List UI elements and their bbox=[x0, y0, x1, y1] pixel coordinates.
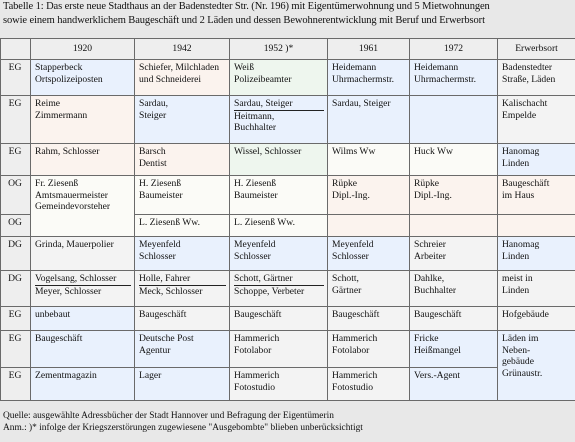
cell-line: Schlosser bbox=[234, 250, 271, 262]
cell-line: Schott, bbox=[332, 273, 359, 284]
cell-line: Dipl.-Ing. bbox=[414, 189, 452, 201]
cell-line: Schiefer, Milchladen bbox=[139, 62, 220, 73]
cell-line: Zimmermann bbox=[35, 109, 88, 121]
cell-line: L. Ziesenß Ww. bbox=[234, 217, 296, 228]
cell-line: Hanomag bbox=[502, 239, 540, 250]
row-level: OG bbox=[1, 176, 31, 215]
row-level: OG bbox=[1, 215, 31, 237]
cell-line: L. Ziesenß Ww. bbox=[139, 217, 201, 228]
cell-line-underlined: Schott, Gärtner bbox=[234, 273, 324, 286]
table-row bbox=[1, 368, 575, 401]
cell-line: Fotostudio bbox=[332, 381, 374, 393]
cell-line: Vers.-Agent bbox=[414, 370, 461, 381]
cell-line: Grinda, Mauerpolier bbox=[35, 239, 114, 250]
cell-1942 bbox=[135, 215, 230, 237]
cell-1972 bbox=[410, 307, 498, 331]
cell-line: unbebaut bbox=[35, 309, 71, 320]
header-1952: 1952 )* bbox=[230, 39, 328, 60]
cell-line: Meyenfeld bbox=[139, 239, 181, 250]
cell-line: Fr. Ziesenß bbox=[35, 178, 79, 189]
cell-line-underlined: Vogelsang, Schlosser bbox=[35, 273, 131, 286]
cell-line: Baumeister bbox=[139, 189, 183, 201]
cell-line: und Schneiderei bbox=[139, 73, 202, 85]
cell-line: H. Ziesenß bbox=[234, 178, 277, 189]
row-level: EG bbox=[1, 96, 31, 144]
cell-line: Stapperbeck bbox=[35, 62, 83, 73]
header-1920: 1920 bbox=[31, 39, 135, 60]
cell-1972 bbox=[410, 237, 498, 271]
cell-line: Hammerich bbox=[332, 370, 378, 381]
cell-1961 bbox=[328, 307, 410, 331]
cell-line: Amtsmauermeister bbox=[35, 189, 108, 201]
cell-1952 bbox=[230, 96, 328, 144]
cell-line: Hammerich bbox=[234, 333, 280, 344]
cell-line: Huck Ww bbox=[414, 146, 453, 157]
cell-line: Linden bbox=[502, 250, 530, 262]
cell-line: Schlosser bbox=[332, 250, 369, 262]
cell-line: Polizeibeamter bbox=[234, 73, 292, 85]
cell-1972 bbox=[410, 96, 498, 144]
cell-1942 bbox=[135, 368, 230, 401]
cell-line: Reime bbox=[35, 98, 61, 109]
cell-line-underlined: Holle, Fahrer bbox=[139, 273, 226, 286]
cell-erwerbsort bbox=[498, 176, 575, 215]
cell-line: Buchhalter bbox=[414, 284, 457, 296]
table-row bbox=[1, 176, 575, 215]
cell-1942 bbox=[135, 237, 230, 271]
cell-line: Dentist bbox=[139, 157, 167, 169]
cell-line: Fotolabor bbox=[332, 344, 370, 356]
cell-line: Schoppe, Verbeter bbox=[234, 285, 305, 297]
cell-1942 bbox=[135, 307, 230, 331]
cell-1961 bbox=[328, 96, 410, 144]
cell-line: Badenstedter bbox=[502, 62, 553, 73]
table-row bbox=[1, 60, 575, 96]
cell-line: Wissel, Schlosser bbox=[234, 146, 302, 157]
cell-1972 bbox=[410, 176, 498, 215]
cell-1952 bbox=[230, 237, 328, 271]
cell-1920 bbox=[31, 237, 135, 271]
cell-line: Zementmagazin bbox=[35, 370, 97, 381]
header-1961: 1961 bbox=[328, 39, 410, 60]
cell-erwerbsort bbox=[498, 144, 575, 176]
header-1942: 1942 bbox=[135, 39, 230, 60]
header-erwerbsort: Erwerbsort bbox=[498, 39, 575, 60]
cell-1942 bbox=[135, 96, 230, 144]
row-level: EG bbox=[1, 307, 31, 331]
cell-1972 bbox=[410, 215, 498, 237]
cell-line: Baugeschäft bbox=[35, 333, 83, 344]
cell-line: Rüpke bbox=[332, 178, 358, 189]
table-caption bbox=[3, 0, 573, 28]
cell-1942 bbox=[135, 60, 230, 96]
cell-1952 bbox=[230, 331, 328, 368]
cell-erwerbsort bbox=[498, 237, 575, 271]
source-note: Quelle: ausgewählte Adressbücher der Stadt Hannover und Befragung der Eigentümerin bbox=[3, 411, 334, 421]
cell-1920 bbox=[31, 60, 135, 96]
cell-1942 bbox=[135, 271, 230, 307]
cell-line: Meck, Schlosser bbox=[139, 285, 203, 297]
cell-line: Deutsche Post bbox=[139, 333, 194, 344]
row-level: EG bbox=[1, 368, 31, 401]
cell-line: Sardau, bbox=[139, 98, 169, 109]
header-level bbox=[1, 39, 31, 60]
cell-line: Linden bbox=[502, 284, 530, 296]
table-row bbox=[1, 331, 575, 368]
cell-1920 bbox=[31, 144, 135, 176]
cell-line: Hofgebäude bbox=[502, 309, 549, 320]
cell-line: Schreier bbox=[414, 239, 446, 250]
cell-1952 bbox=[230, 176, 328, 215]
cell-line: Dahlke, bbox=[414, 273, 445, 284]
cell-1952 bbox=[230, 60, 328, 96]
cell-line: Baugeschäft bbox=[139, 309, 187, 320]
table-row bbox=[1, 237, 575, 271]
cell-1961 bbox=[328, 368, 410, 401]
cell-erwerbsort bbox=[498, 60, 575, 96]
cell-line: meist in bbox=[502, 273, 533, 284]
cell-1972 bbox=[410, 60, 498, 96]
cell-line: H. Ziesenß bbox=[139, 178, 182, 189]
cell-line-underlined: Sardau, Steiger bbox=[234, 98, 324, 111]
cell-1952 bbox=[230, 368, 328, 401]
cell-line: Ortspolizeiposten bbox=[35, 73, 103, 85]
cell-1942 bbox=[135, 144, 230, 176]
table-footnotes bbox=[3, 410, 573, 434]
cell-1920 bbox=[31, 96, 135, 144]
cell-line: Heidemann bbox=[414, 62, 459, 73]
cell-line: Hanomag bbox=[502, 146, 540, 157]
cell-line: Linden bbox=[502, 157, 530, 169]
cell-line: gebäude bbox=[502, 356, 534, 367]
cell-line: Baugeschäft bbox=[414, 309, 462, 320]
cell-line: Gemeindevorsteher bbox=[35, 201, 111, 212]
cell-line: Buchhalter bbox=[234, 122, 277, 133]
cell-1952 bbox=[230, 307, 328, 331]
cell-1972 bbox=[410, 331, 498, 368]
cell-line: Heißmangel bbox=[414, 344, 461, 356]
cell-line: Baugeschäft bbox=[502, 178, 550, 189]
cell-1961 bbox=[328, 60, 410, 96]
row-level: EG bbox=[1, 60, 31, 96]
cell-1961 bbox=[328, 271, 410, 307]
cell-line: Hammerich bbox=[234, 370, 280, 381]
cell-line: Empelde bbox=[502, 109, 537, 121]
cell-1961 bbox=[328, 331, 410, 368]
table-row bbox=[1, 271, 575, 307]
cell-line: Sardau, Steiger bbox=[332, 98, 391, 109]
cell-line: Fotostudio bbox=[234, 381, 276, 393]
table-row bbox=[1, 144, 575, 176]
table-header-row bbox=[1, 39, 575, 60]
cell-line: Lager bbox=[139, 370, 162, 381]
cell-1920 bbox=[31, 307, 135, 331]
cell-line: Baumeister bbox=[234, 189, 278, 201]
cell-line: Meyenfeld bbox=[332, 239, 374, 250]
cell-1952 bbox=[230, 215, 328, 237]
cell-1961 bbox=[328, 215, 410, 237]
cell-line: Neben- bbox=[502, 344, 531, 356]
cell-1920 bbox=[31, 176, 135, 237]
table-row bbox=[1, 307, 575, 331]
cell-line: Rahm, Schlosser bbox=[35, 146, 100, 157]
cell-line: im Haus bbox=[502, 189, 535, 201]
residents-table bbox=[0, 38, 575, 401]
cell-line: Schlosser bbox=[139, 250, 176, 262]
caption-line-1: Tabelle 1: Das erste neue Stadthaus an der Badenstedter Str. (Nr. 196) mit Eigentümerwohnung und 5 Mietwohnungen bbox=[3, 1, 490, 12]
cell-line: Meyenfeld bbox=[234, 239, 276, 250]
cell-erwerbsort bbox=[498, 96, 575, 144]
cell-1972 bbox=[410, 368, 498, 401]
cell-line: Fricke bbox=[414, 333, 439, 344]
cell-line: Grünaustr. bbox=[502, 367, 543, 379]
cell-line: Wilms Ww bbox=[332, 146, 376, 157]
cell-erwerbsort bbox=[498, 307, 575, 331]
cell-line: Steiger bbox=[139, 109, 167, 121]
cell-1920 bbox=[31, 368, 135, 401]
cell-erwerbsort bbox=[498, 331, 575, 401]
cell-line: Rüpke bbox=[414, 178, 440, 189]
cell-1961 bbox=[328, 176, 410, 215]
cell-1952 bbox=[230, 144, 328, 176]
cell-line: Barsch bbox=[139, 146, 166, 157]
cell-line: Agentur bbox=[139, 344, 171, 356]
cell-line: Heitmann, bbox=[234, 110, 275, 122]
cell-1972 bbox=[410, 271, 498, 307]
caption-line-2: sowie einem handwerklichem Baugeschäft und 2 Läden und dessen Bewohnerentwicklung mit Beruf und Erwerbsort bbox=[3, 15, 485, 26]
cell-line: Uhrmachermstr. bbox=[332, 73, 395, 85]
table-row bbox=[1, 96, 575, 144]
cell-1961 bbox=[328, 237, 410, 271]
cell-line: Fotolabor bbox=[234, 344, 272, 356]
cell-1920 bbox=[31, 271, 135, 307]
cell-line: Weiß bbox=[234, 62, 255, 73]
row-level: DG bbox=[1, 237, 31, 271]
cell-erwerbsort bbox=[498, 271, 575, 307]
cell-line: Straße, Läden bbox=[502, 73, 556, 85]
cell-1952 bbox=[230, 271, 328, 307]
remark-note: Anm.: )* infolge der Kriegszerstörungen zugewiesene "Ausgebombte" blieben unberücksichtigt bbox=[3, 423, 363, 433]
cell-1942 bbox=[135, 176, 230, 215]
cell-line: Baugeschäft bbox=[332, 309, 380, 320]
cell-line: Meyer, Schlosser bbox=[35, 285, 102, 297]
row-level: EG bbox=[1, 144, 31, 176]
row-level: DG bbox=[1, 271, 31, 307]
cell-line: Gärtner bbox=[332, 284, 362, 296]
cell-line: Kalischacht bbox=[502, 98, 548, 109]
row-level: EG bbox=[1, 331, 31, 368]
cell-1972 bbox=[410, 144, 498, 176]
cell-line: Dipl.-Ing. bbox=[332, 189, 370, 201]
cell-line: Läden im bbox=[502, 333, 539, 344]
cell-line: Arbeiter bbox=[414, 250, 446, 262]
cell-line: Baugeschäft bbox=[234, 309, 282, 320]
cell-erwerbsort bbox=[498, 215, 575, 237]
cell-1961 bbox=[328, 144, 410, 176]
cell-1942 bbox=[135, 331, 230, 368]
cell-line: Uhrmachermstr. bbox=[414, 73, 477, 85]
cell-line: Hammerich bbox=[332, 333, 378, 344]
header-1972: 1972 bbox=[410, 39, 498, 60]
cell-1920 bbox=[31, 331, 135, 368]
cell-line: Heidemann bbox=[332, 62, 377, 73]
